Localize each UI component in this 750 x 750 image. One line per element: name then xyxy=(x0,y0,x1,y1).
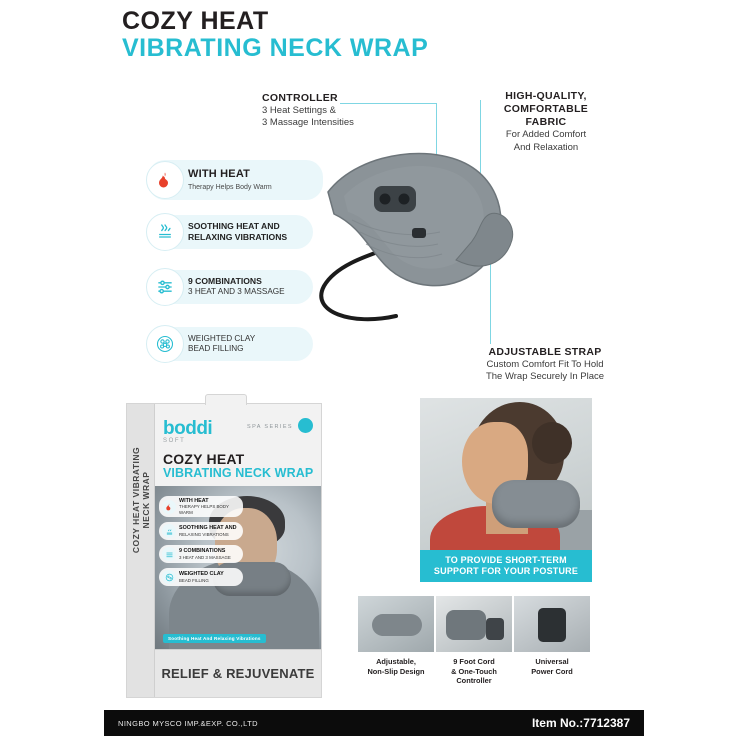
footer-bar xyxy=(104,710,644,736)
box-feature-list xyxy=(159,496,243,591)
title-line-1: COZY HEAT xyxy=(122,7,269,35)
box-feature-title-0: WITH HEAT xyxy=(179,498,209,504)
feature-sub-0: Therapy Helps Body Warm xyxy=(188,183,272,191)
callout-strap-sub2: The Wrap Securely In Place xyxy=(485,371,605,383)
thumb-cap-1-2: & One-Touch xyxy=(451,666,497,676)
neck-wrap-product-image xyxy=(300,140,540,340)
feature-sub-3: BEAD FILLING xyxy=(188,344,244,353)
company-name: NINGBO MYSCO IMP.&EXP. CO.,LTD xyxy=(118,718,258,728)
flame-icon xyxy=(162,500,176,514)
box-feature-sub-2: 3 HEAT AND 3 MASSAGE xyxy=(179,554,231,560)
box-footer xyxy=(155,649,321,697)
settings-lines-icon xyxy=(146,268,184,306)
box-feature-title-2: 9 COMBINATIONS xyxy=(179,548,226,555)
thumb-cap-2-2: Power Cord xyxy=(531,666,573,676)
box-feature-0 xyxy=(159,496,243,517)
callout-strap-head: ADJUSTABLE STRAP xyxy=(488,346,602,358)
box-feature-sub-0: THERAPY HELPS BODY WARM xyxy=(179,504,229,515)
massage-button-icon[interactable] xyxy=(399,194,410,205)
settings-lines-icon xyxy=(162,547,176,561)
callout-strap xyxy=(440,346,650,384)
hang-tab xyxy=(205,394,247,405)
clay-beads-icon xyxy=(146,325,184,363)
clay-beads-icon xyxy=(162,570,176,584)
thumb-cap-0-2: Non-Slip Design xyxy=(367,666,425,676)
box-feature-sub-1: RELAXING VIBRATIONS xyxy=(179,531,229,537)
thumb-controller-shape xyxy=(486,618,504,640)
flame-icon xyxy=(146,161,184,199)
thumbnail-caption-0 xyxy=(358,652,434,686)
brand-sub: SOFT xyxy=(163,438,186,444)
lifestyle-photo xyxy=(420,398,592,582)
title-line-2: VIBRATING NECK WRAP xyxy=(122,34,429,62)
photo-hair-bun xyxy=(532,422,572,464)
feature-sub-2: 3 HEAT AND 3 MASSAGE xyxy=(188,287,285,297)
box-footer-text: RELIEF & REJUVENATE xyxy=(161,666,315,681)
heat-waves-icon xyxy=(146,213,184,251)
box-feature-2 xyxy=(159,545,243,563)
heat-waves-icon xyxy=(162,524,176,538)
thumbnail-cord-controller xyxy=(436,596,512,652)
photo-caption xyxy=(420,550,592,583)
spa-series-label: SPA SERIES xyxy=(247,424,293,430)
page-title xyxy=(122,8,428,62)
callout-fabric-sub1: For Added Comfort xyxy=(505,129,587,141)
thumbnail-caption-2 xyxy=(514,652,590,686)
box-product-line-1: COZY HEAT xyxy=(163,451,245,467)
cord-connector xyxy=(412,228,426,238)
feature-title-3: WEIGHTED CLAY xyxy=(188,333,256,343)
box-feature-title-3: WEIGHTED CLAY xyxy=(179,571,224,578)
thumbnail-caption-1 xyxy=(436,652,512,686)
thumbnail-adjustable xyxy=(358,596,434,652)
thumbnail-power-cord xyxy=(514,596,590,652)
thumb-cap-2-1: Universal xyxy=(535,657,569,666)
thumb-cord-shape xyxy=(446,610,486,640)
box-feature-title-1: SOOTHING HEAT AND xyxy=(179,525,237,532)
thumbnail-strip xyxy=(358,596,590,686)
feature-title-0: WITH HEAT xyxy=(188,167,251,180)
callout-strap-sub1: Custom Comfort Fit To Hold xyxy=(486,359,604,371)
box-spine-text: COZY HEAT VIBRATING NECK WRAP xyxy=(131,446,151,554)
thumb-cap-1-1: 9 Foot Cord xyxy=(453,657,495,666)
photo-caption-line-1: TO PROVIDE SHORT-TERM xyxy=(445,554,567,565)
box-feature-sub-3: BEAD FILLING xyxy=(179,577,209,583)
feature-pill-soothing-heat xyxy=(148,215,313,249)
spa-badge-icon xyxy=(298,418,313,433)
item-number-label: Item No.: xyxy=(531,716,584,730)
feature-pill-combinations xyxy=(148,270,313,304)
callout-fabric-head2: COMFORTABLE xyxy=(503,103,589,116)
box-product-line-2: VIBRATING NECK WRAP xyxy=(163,466,314,480)
thumb-wrap-shape xyxy=(372,614,422,636)
photo-caption-line-2: SUPPORT FOR YOUR POSTURE xyxy=(433,565,579,576)
callout-controller-sub1: 3 Heat Settings & xyxy=(262,105,336,117)
feature-title-1: SOOTHING HEAT AND xyxy=(188,221,280,231)
callout-fabric-sub2: And Relaxation xyxy=(513,141,579,153)
box-tagline: Soothing Heat And Relaxing Vibrations xyxy=(163,634,266,643)
thumb-plug-shape xyxy=(538,608,566,642)
item-number-block xyxy=(532,716,630,730)
brand-name: boddi xyxy=(163,418,213,439)
feature-pill-clay-beads xyxy=(148,327,313,361)
thumb-cap-0-1: Adjustable, xyxy=(376,657,416,666)
retail-package-box xyxy=(126,403,322,698)
thumb-cap-1-3: Controller xyxy=(456,676,492,686)
feature-pill-with-heat xyxy=(148,160,323,200)
feature-title-2: 9 COMBINATIONS xyxy=(188,276,262,287)
callout-controller-head: CONTROLLER xyxy=(262,92,338,104)
item-number-value: 7712387 xyxy=(583,716,630,730)
box-feature-3 xyxy=(159,568,243,586)
heat-button-icon[interactable] xyxy=(380,194,391,205)
callout-controller xyxy=(262,92,437,130)
box-spine xyxy=(127,404,155,697)
callout-fabric-head3: FABRIC xyxy=(525,116,567,129)
box-feature-1 xyxy=(159,522,243,540)
photo-neck-wrap xyxy=(492,480,580,528)
callout-fabric-head1: HIGH-QUALITY, xyxy=(505,90,587,102)
feature-sub-1: RELAXING VIBRATIONS xyxy=(188,232,288,242)
callout-controller-sub2: 3 Massage Intensities xyxy=(262,117,354,129)
